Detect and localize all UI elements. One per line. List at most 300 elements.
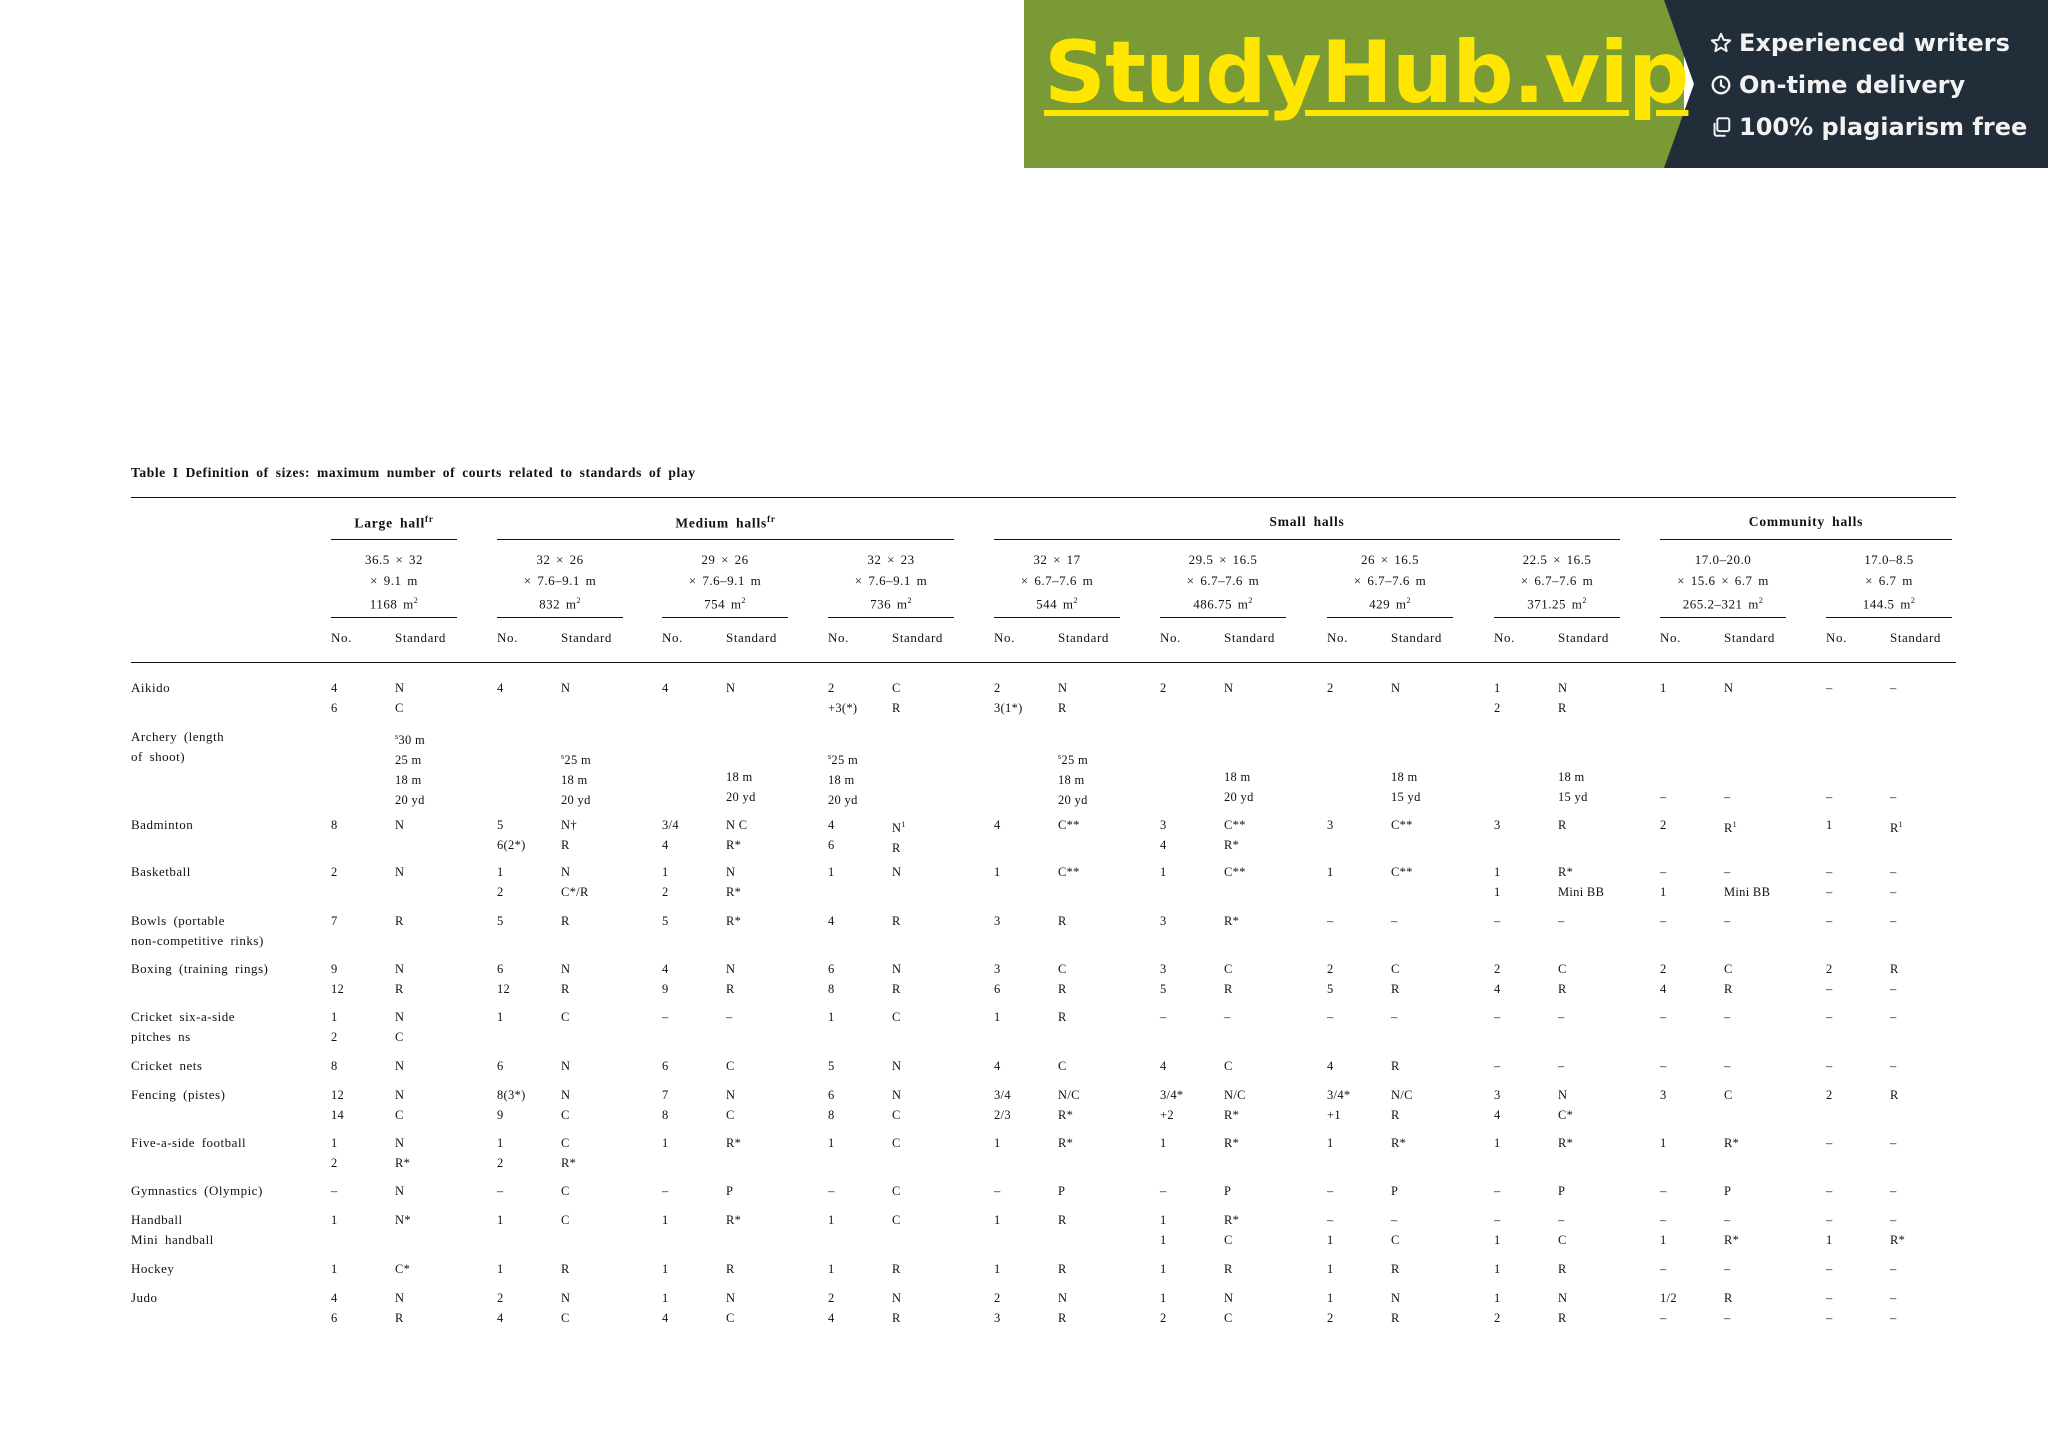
row-label: Handball Mini handball xyxy=(131,1212,214,1247)
feature-on-time-delivery xyxy=(1710,71,1965,99)
cell-no: – 1 xyxy=(1826,1213,1833,1247)
cell-standard: N C xyxy=(561,1291,571,1325)
cell-standard: – xyxy=(1890,1184,1897,1198)
row-label: Aikido xyxy=(131,680,171,695)
cell-standard: N/C R xyxy=(1391,1088,1413,1122)
cell-no: – xyxy=(1826,1010,1833,1024)
cell-no: 3/4* +2 xyxy=(1160,1088,1184,1122)
cell-no: 1 2 xyxy=(497,865,504,899)
size-area: 486.75 $m^2$ xyxy=(1193,596,1253,612)
cell-no: 1 xyxy=(994,1213,1001,1227)
archery-distance: $^s$30 m xyxy=(395,732,425,748)
archery-distance: 20 yd xyxy=(828,793,858,808)
size-line: × 7.6–9.1 m xyxy=(688,572,762,588)
cell-standard: – xyxy=(1224,1010,1231,1024)
area-exponent: 2 xyxy=(1910,596,1916,605)
archery-distance: $^s$25 m xyxy=(561,752,591,768)
hall-size xyxy=(994,550,1120,615)
cell-no: 1 xyxy=(662,1136,669,1150)
cell-no: 1 xyxy=(1660,1136,1667,1150)
cell-standard: N xyxy=(726,681,736,695)
cell-standard: N R xyxy=(892,962,902,996)
cell-standard: R xyxy=(1058,1213,1067,1227)
col-header-no: No. xyxy=(1660,630,1681,645)
row-label: Five-a-side football xyxy=(131,1135,247,1150)
cell-no: – xyxy=(1494,1184,1501,1198)
cell-standard: N C xyxy=(892,1088,902,1122)
cell-no: 4 6 xyxy=(828,818,835,852)
cell-no: – 1 xyxy=(1660,1213,1667,1247)
cell-standard: – xyxy=(1724,914,1731,928)
cell-standard: – xyxy=(1558,914,1565,928)
cell-standard: – xyxy=(1890,790,1897,804)
hall-size xyxy=(1327,550,1453,615)
copy-icon xyxy=(1710,116,1732,138)
cell-no: 3 5 xyxy=(1160,962,1167,996)
archery-distance: 20 yd xyxy=(1058,793,1088,808)
cell-no: 2 +3(*) xyxy=(828,681,858,715)
cell-no: 3 xyxy=(1660,1088,1667,1102)
cell-standard: C** xyxy=(1391,865,1413,879)
area-exponent: 2 xyxy=(1758,596,1764,605)
feature-label: On-time delivery xyxy=(1739,71,1966,99)
cell-standard: C xyxy=(726,1059,735,1073)
cell-no: 1 xyxy=(1327,1262,1334,1276)
cell-standard: R* xyxy=(1224,914,1240,928)
cell-no: 3 xyxy=(1494,818,1501,832)
cell-standard: N xyxy=(892,865,902,879)
cell-standard: – xyxy=(1890,1136,1897,1150)
cell-no: – xyxy=(1660,1059,1667,1073)
row-label: Basketball xyxy=(131,864,191,879)
cell-standard: N/C R* xyxy=(1058,1088,1080,1122)
cell-no: 1 2 xyxy=(331,1136,338,1170)
cell-no: – xyxy=(1327,1184,1334,1198)
size-line: × 6.7–7.6 m xyxy=(1186,572,1260,588)
size-line: × 7.6–9.1 m xyxy=(854,572,928,588)
cell-no: 1 2 xyxy=(1160,1291,1167,1325)
area-exponent: 2 xyxy=(1248,596,1253,605)
brand-logo-text[interactable]: StudyHub.vip xyxy=(1044,23,1689,123)
cell-standard: N R xyxy=(1391,1291,1401,1325)
cell-no: 8(3*) 9 xyxy=(497,1088,526,1122)
archery-distances xyxy=(1058,747,1088,810)
star-icon xyxy=(1710,32,1732,54)
col-header-standard: Standard xyxy=(1058,630,1110,645)
col-header-no: No. xyxy=(1826,630,1847,645)
cell-standard: C xyxy=(1224,1059,1233,1073)
cell-no: 6 xyxy=(497,1059,504,1073)
cell-standard: C xyxy=(892,1136,901,1150)
cell-no: 2 xyxy=(1160,681,1167,695)
cell-no: 1 2 xyxy=(662,865,669,899)
cell-standard: C R xyxy=(1391,962,1400,996)
cell-no: 2 xyxy=(1660,818,1667,832)
cell-standard: – xyxy=(1558,1059,1565,1073)
cell-no: – xyxy=(828,1184,835,1198)
cell-no: 1 xyxy=(1494,1262,1501,1276)
cell-standard: R xyxy=(1558,818,1567,832)
cell-no: 1 xyxy=(828,1262,835,1276)
cell-standard: N C R* xyxy=(726,818,748,852)
size-line: × 6.7 m xyxy=(1865,572,1913,588)
size-underline xyxy=(1327,617,1453,618)
footnote-mark: 1 xyxy=(901,820,906,829)
col-header-no: No. xyxy=(1160,630,1181,645)
hall-size xyxy=(662,550,788,615)
cell-standard: N xyxy=(1724,681,1734,695)
col-header-no: No. xyxy=(828,630,849,645)
archery-distance: 25 m xyxy=(395,753,422,768)
cell-standard: C** R* xyxy=(1224,818,1246,852)
feature-experienced-writers xyxy=(1710,29,2010,57)
size-line: 26 × 16.5 xyxy=(1360,552,1420,567)
cell-standard: – xyxy=(1890,1262,1897,1276)
cell-standard: N C*/R xyxy=(561,865,589,899)
cell-standard: – xyxy=(1724,1059,1731,1073)
cell-standard: P xyxy=(1558,1184,1566,1198)
cell-standard: R xyxy=(1058,1262,1067,1276)
cell-no: 1 xyxy=(994,1010,1001,1024)
archery-distances xyxy=(828,747,858,810)
col-header-no: No. xyxy=(1327,630,1348,645)
cell-standard: R xyxy=(892,914,901,928)
cell-standard: – – xyxy=(1890,865,1897,899)
cell-no: 2 4 xyxy=(1660,962,1667,996)
row-label: Cricket nets xyxy=(131,1058,203,1073)
cell-no: – – xyxy=(1826,865,1833,899)
cell-standard: $R^1$ xyxy=(1724,820,1737,836)
cell-standard: R xyxy=(726,1262,735,1276)
hall-size xyxy=(497,550,623,615)
hall-size xyxy=(1160,550,1286,615)
cell-standard: R* xyxy=(1558,1136,1574,1150)
size-line: 29 × 26 xyxy=(701,552,749,567)
cell-no: 2 3(1*) xyxy=(994,681,1023,715)
cell-no: 1 xyxy=(994,1136,1001,1150)
cell-standard: N xyxy=(892,1059,902,1073)
group-footnote-mark: fr xyxy=(425,514,434,524)
cell-no: – xyxy=(1826,1136,1833,1150)
cell-no: 3 xyxy=(1160,914,1167,928)
cell-standard: – – xyxy=(1890,1291,1897,1325)
cell-no: – xyxy=(1327,914,1334,928)
cell-standard: – R* xyxy=(1724,1213,1740,1247)
cell-standard: C R xyxy=(1224,962,1233,996)
size-area: 144.5 $m^2$ xyxy=(1862,596,1916,612)
cell-no: – xyxy=(1826,1059,1833,1073)
cell-standard: C R* xyxy=(561,1136,577,1170)
size-line: × 15.6 × 6.7 m xyxy=(1677,572,1769,588)
cell-standard: N R xyxy=(395,1291,405,1325)
cell-no: – xyxy=(1160,1184,1167,1198)
cell-standard: N xyxy=(1224,681,1234,695)
size-line: 17.0–20.0 xyxy=(1694,552,1752,567)
cell-no: 1 xyxy=(828,1136,835,1150)
cell-standard: – C xyxy=(1391,1213,1400,1247)
cell-standard: C xyxy=(892,1213,901,1227)
cell-standard: – xyxy=(1890,1010,1897,1024)
cell-standard: N C xyxy=(726,1088,736,1122)
cell-no: – 1 xyxy=(1660,865,1667,899)
size-area: 544 $m^2$ xyxy=(1036,596,1078,612)
cell-no: 1 xyxy=(497,1262,504,1276)
cell-no: 1 xyxy=(828,1213,835,1227)
cell-standard: – xyxy=(1724,1262,1731,1276)
cell-no: 2 5 xyxy=(1327,962,1334,996)
cell-no: 1 xyxy=(994,1262,1001,1276)
cell-standard: R – xyxy=(1890,962,1899,996)
cell-no: – xyxy=(662,1010,669,1024)
cell-no: 3 6 xyxy=(994,962,1001,996)
cell-no: 3/4 2/3 xyxy=(994,1088,1011,1122)
cell-standard: N R xyxy=(561,962,571,996)
archery-distance: 18 m xyxy=(1224,770,1251,784)
cell-no: – xyxy=(1660,1184,1667,1198)
cell-no: 4 6 xyxy=(331,681,338,715)
cell-standard: – Mini BB xyxy=(1724,865,1771,899)
cell-no: 8 xyxy=(331,1059,338,1073)
cell-standard: – xyxy=(1558,1010,1565,1024)
size-underline xyxy=(1826,617,1952,618)
col-header-no: No. xyxy=(662,630,683,645)
size-line: 32 × 17 xyxy=(1033,552,1081,567)
archery-distances xyxy=(1558,767,1588,807)
archery-distance: 18 m xyxy=(726,770,753,784)
cell-no: 1 xyxy=(1327,1136,1334,1150)
cell-no: – xyxy=(1660,1010,1667,1024)
size-area: 429 $m^2$ xyxy=(1369,596,1411,612)
cell-no: 1 2 xyxy=(1494,681,1501,715)
cell-standard: – R* xyxy=(1890,1213,1906,1247)
cell-no: 1 xyxy=(1494,1136,1501,1150)
cell-no: 1 xyxy=(1160,1136,1167,1150)
clock-icon xyxy=(1710,74,1732,96)
size-area: 265.2–321 $m^2$ xyxy=(1682,596,1764,612)
cell-standard: N R* xyxy=(726,865,742,899)
cell-standard: N xyxy=(395,1184,405,1198)
archery-distances xyxy=(726,767,756,807)
cell-no: – xyxy=(1826,1262,1833,1276)
cell-standard: R* xyxy=(1224,1136,1240,1150)
cell-no: 5 6(2*) xyxy=(497,818,526,852)
cell-no: 1 xyxy=(331,1213,338,1227)
size-line: 32 × 26 xyxy=(536,552,584,567)
size-underline xyxy=(994,617,1120,618)
group-header xyxy=(994,514,1620,530)
cell-standard: R xyxy=(561,914,570,928)
cell-no: – xyxy=(1494,914,1501,928)
cell-no: 1 xyxy=(1660,681,1667,695)
promo-banner[interactable] xyxy=(1024,0,2048,168)
cell-standard: R xyxy=(561,1262,570,1276)
cell-no: 1 xyxy=(828,865,835,879)
hall-size xyxy=(828,550,954,615)
cell-no: 1 xyxy=(497,1010,504,1024)
cell-no: 2 3 xyxy=(994,1291,1001,1325)
cell-standard: N* xyxy=(395,1213,411,1227)
row-label: Judo xyxy=(131,1290,158,1305)
cell-standard: N C xyxy=(726,1291,736,1325)
cell-standard: R xyxy=(1391,1262,1400,1276)
group-label: Small halls xyxy=(1269,514,1345,529)
cell-no: 1 2 xyxy=(331,1010,338,1044)
archery-distance: 18 m xyxy=(1558,770,1585,784)
col-header-standard: Standard xyxy=(1391,630,1443,645)
size-line: × 9.1 m xyxy=(370,572,418,588)
size-underline xyxy=(828,617,954,618)
table-header-rule xyxy=(131,662,1956,663)
cell-no: 3 xyxy=(1327,818,1334,832)
archery-distance: 18 m xyxy=(395,773,422,788)
size-underline xyxy=(497,617,623,618)
cell-standard: C R xyxy=(892,681,901,715)
cell-standard: R* xyxy=(1724,1136,1740,1150)
cell-standard: R xyxy=(1558,1262,1567,1276)
archery-distance: 15 yd xyxy=(1391,790,1421,804)
area-exponent: 2 xyxy=(1582,596,1587,605)
area-exponent: 2 xyxy=(1073,596,1078,605)
cell-no: 1 1 xyxy=(1494,865,1501,899)
feature-plagiarism-free xyxy=(1710,113,2027,141)
cell-no: 7 xyxy=(331,914,338,928)
cell-no: 12 14 xyxy=(331,1088,345,1122)
cell-standard: R xyxy=(1890,1088,1899,1102)
cell-standard: N C xyxy=(561,1088,571,1122)
area-exponent: 2 xyxy=(576,596,581,605)
cell-standard: C** xyxy=(1058,865,1080,879)
cell-standard: N xyxy=(395,818,405,832)
cell-standard: R xyxy=(1058,914,1067,928)
area-exponent: 2 xyxy=(1406,596,1411,605)
cell-standard: R xyxy=(1224,1262,1233,1276)
group-header xyxy=(331,514,457,532)
cell-no: – xyxy=(497,1184,504,1198)
hall-size xyxy=(1826,550,1952,615)
size-line: 29.5 × 16.5 xyxy=(1188,552,1258,567)
group-label: Community halls xyxy=(1748,514,1864,529)
archery-distance: $^s$25 m xyxy=(828,752,858,768)
cell-no: 2 xyxy=(1826,1088,1833,1102)
size-underline xyxy=(1494,617,1620,618)
cell-no: 8 xyxy=(331,818,338,832)
col-header-no: No. xyxy=(994,630,1015,645)
row-label: Badminton xyxy=(131,817,194,832)
cell-no: 4 xyxy=(994,818,1001,832)
cell-no: – xyxy=(1660,1262,1667,1276)
cell-no: – xyxy=(1660,790,1667,804)
cell-no: – xyxy=(331,1184,338,1198)
cell-standard: N/C R* xyxy=(1224,1088,1246,1122)
size-underline xyxy=(662,617,788,618)
cell-no: 2 4 xyxy=(1494,962,1501,996)
cell-standard: – xyxy=(1890,914,1897,928)
footnote-mark: 1 xyxy=(1732,820,1737,829)
cell-standard: N xyxy=(395,1059,405,1073)
cell-no: 4 xyxy=(1160,1059,1167,1073)
group-header xyxy=(1660,514,1952,530)
col-header-standard: Standard xyxy=(1890,630,1942,645)
size-line: 17.0–8.5 xyxy=(1864,552,1914,567)
archery-distances xyxy=(1224,767,1254,807)
archery-distance: 18 m xyxy=(1058,773,1085,788)
group-underline xyxy=(1660,539,1952,540)
cell-no: 3/4* +1 xyxy=(1327,1088,1351,1122)
cell-no: 4 xyxy=(1327,1059,1334,1073)
col-header-standard: Standard xyxy=(1224,630,1276,645)
cell-standard: C** xyxy=(1224,865,1246,879)
cell-standard: N C xyxy=(395,1088,405,1122)
cell-no: 1 1 xyxy=(1160,1213,1167,1247)
cell-no: 1 2 xyxy=(1494,1291,1501,1325)
size-line: 22.5 × 16.5 xyxy=(1522,552,1592,567)
cell-standard: C R xyxy=(1558,962,1567,996)
cell-no: 5 xyxy=(828,1059,835,1073)
cell-standard: N R xyxy=(395,962,405,996)
cell-no: 4 9 xyxy=(662,962,669,996)
cell-standard: – xyxy=(1724,790,1731,804)
footnote-mark: s xyxy=(395,732,399,741)
col-header-standard: Standard xyxy=(561,630,613,645)
cell-standard: N R xyxy=(1558,681,1568,715)
cell-standard: R xyxy=(395,914,404,928)
col-header-no: No. xyxy=(497,630,518,645)
archery-distance: 20 yd xyxy=(395,793,425,808)
size-line: × 6.7–7.6 m xyxy=(1353,572,1427,588)
cell-no: 2 4 xyxy=(828,1291,835,1325)
col-header-standard: Standard xyxy=(1558,630,1610,645)
cell-no: 3 xyxy=(994,914,1001,928)
cell-no: 1 2 xyxy=(1327,1291,1334,1325)
cell-no: 6 8 xyxy=(828,962,835,996)
footnote-mark: s xyxy=(561,752,565,761)
cell-no: 4 xyxy=(828,914,835,928)
row-label: Boxing (training rings) xyxy=(131,961,269,976)
size-underline xyxy=(331,617,457,618)
cell-no: 5 xyxy=(497,914,504,928)
cell-no: – xyxy=(1826,681,1833,695)
cell-standard: N R* xyxy=(395,1136,411,1170)
cell-standard: – C xyxy=(1558,1213,1567,1247)
col-header-standard: Standard xyxy=(892,630,944,645)
footnote-mark: s xyxy=(1058,752,1062,761)
cell-standard: N xyxy=(395,865,405,879)
cell-no: 4 xyxy=(497,681,504,695)
cell-no: 5 xyxy=(662,914,669,928)
cell-standard: N R xyxy=(726,962,736,996)
row-label: Cricket six-a-side pitches ns xyxy=(131,1009,236,1044)
cell-standard: C R xyxy=(1724,962,1733,996)
cell-no: – xyxy=(1160,1010,1167,1024)
cell-no: 4 6 xyxy=(331,1291,338,1325)
hall-size xyxy=(1660,550,1786,615)
cell-standard: C** xyxy=(1391,818,1413,832)
size-line: × 6.7–7.6 m xyxy=(1520,572,1594,588)
cell-no: 1 xyxy=(828,1010,835,1024)
size-area: 1168 $m^2$ xyxy=(369,596,419,612)
cell-no: – xyxy=(1494,1059,1501,1073)
cell-no: – xyxy=(994,1184,1001,1198)
cell-no: 2 4 xyxy=(497,1291,504,1325)
cell-standard: R* xyxy=(726,1136,742,1150)
cell-no: 2 – xyxy=(1826,962,1833,996)
size-area: 371.25 $m^2$ xyxy=(1527,596,1587,612)
cell-standard: P xyxy=(1058,1184,1066,1198)
cell-standard: N R xyxy=(1058,1291,1068,1325)
cell-standard: – xyxy=(1890,681,1897,695)
cell-standard: R* xyxy=(1058,1136,1074,1150)
cell-no: – xyxy=(1660,914,1667,928)
